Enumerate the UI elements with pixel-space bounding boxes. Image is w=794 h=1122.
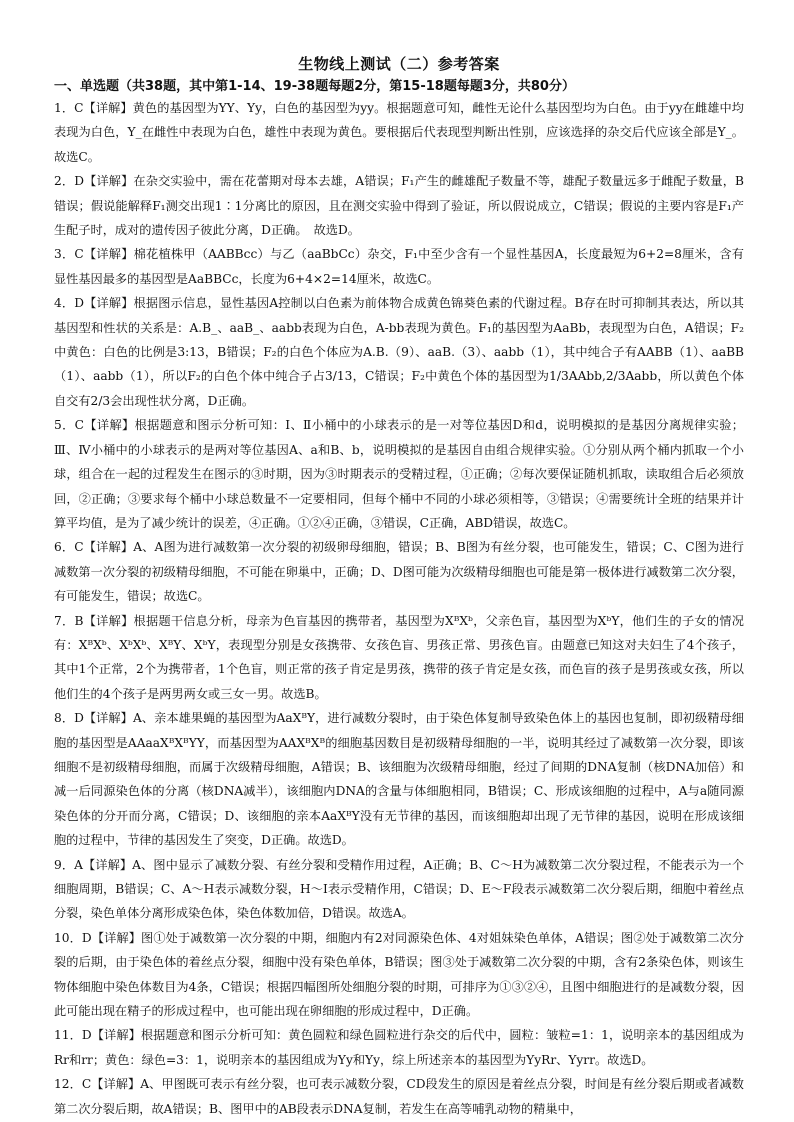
answer-item-11: 11．D【详解】根据题意和图示分析可知：黄色圆粒和绿色圆粒进行杂交的后代中，圆粒：皱粒=1：1，说明亲本的基因组成为Rr和rr；黄色：绿色=3：1，说明亲本的基因组成为Yy和Yy，综上所述亲本的基因型为YyRr、Yyrr。故选D。 — [54, 1028, 744, 1067]
page-title: 生物线上测试（二）参考答案 — [298, 55, 500, 73]
answer-item-7: 7．B【详解】根据题干信息分析，母亲为色盲基因的携带者，基因型为XᴮXᵇ，父亲色盲，基因型为XᵇY，他们生的子女的情况有：XᴮXᵇ、XᵇXᵇ、XᴮY、XᵇY，表现型分别是女孩携带、女孩色盲、男孩正常、男孩色盲。由题意已知这对夫妇生了4个孩子，其中1个正常，2个为携带者，1个色盲，则正常的孩子肯定是男孩，携带的孩子肯定是女孩，而色盲的孩子是男孩或女孩，所以他们生的4个孩子是两男两女或三女一男。故选B。 — [54, 613, 744, 701]
section-heading: 一、单选题（共38题，其中第1-14、19-38题每题2分，第15-18题每题3分，共80分） — [54, 79, 575, 94]
answer-item-12: 12．C【详解】A、甲图既可表示有丝分裂，也可表示减数分裂，CD段发生的原因是着丝点分裂，时间是有丝分裂后期或者减数第二次分裂后期，故A错误；B、图甲中的AB段表示DNA复制，若发生在高等哺乳动物的精巢中， — [54, 1077, 744, 1116]
answer-item-1: 1．C【详解】黄色的基因型为YY、Yy，白色的基因型为yy。根据题意可知，雌性无论什么基因型均为白色。由于yy在雌雄中均表现为白色，Y_在雌性中表现为白色，雄性中表现为黄色。要根据后代表现型判断出性别，应该选择的杂交后代应该全部是Y_。故选C。 — [54, 101, 744, 164]
answer-item-5: 5．C【详解】根据题意和图示分析可知：Ⅰ、Ⅱ小桶中的小球表示的是一对等位基因D和d，说明模拟的是基因分离规律实验；Ⅲ、Ⅳ小桶中的小球表示的是两对等位基因A、a和B、b，说明模拟的是基因自由组合规律实验。①分别从两个桶内抓取一个小球，组合在一起的过程发生在图示的③时期，因为③时期表示的受精过程，①正确；②每次要保证随机抓取，读取组合后必须放回，②正确；③要求每个桶中小球总数量不一定要相同，但每个桶中不同的小球必须相等，③错误；④需要统计全班的结果并计算平均值，是为了减少统计的误差，④正确。①②④正确，③错误，C正确，ABD错误，故选C。 — [54, 418, 744, 530]
answer-item-8: 8．D【详解】A、亲本雄果蝇的基因型为AaXᴮY，进行减数分裂时，由于染色体复制导致染色体上的基因也复制，即初级精母细胞的基因型是AAaaXᴮXᴮYY，而基因型为AAXᴮXᴮ的细胞基因数目是初级精母细胞的一半，说明其经过了减数第一次分裂，即该细胞不是初级精母细胞，而属于次级精母细胞，A错误；B、该细胞为次级精母细胞，经过了间期的DNA复制（核DNA加倍）和减一后同源染色体的分离（核DNA减半），该细胞内DNA的含量与体细胞相同，B错误；C、形成该细胞的过程中，A与a随同源染色体的分开而分离，C错误；D、该细胞的亲本AaXᴮY没有无节律的基因，而该细胞却出现了无节律的基因，说明在形成该细胞的过程中，节律的基因发生了突变，D正确。故选D。 — [54, 711, 744, 848]
answer-item-6: 6．C【详解】A、A图为进行减数第一次分裂的初级卵母细胞，错误；B、B图为有丝分裂，也可能发生，错误；C、C图为进行减数第一次分裂的初级精母细胞，不可能在卵巢中，正确；D、D图可能为次级精母细胞也可能是第一极体进行减数第二次分裂，有可能发生，错误；故选C。 — [54, 540, 744, 604]
answer-list — [54, 96, 744, 1121]
answer-item-9: 9．A【详解】A、图中显示了减数分裂、有丝分裂和受精作用过程，A正确；B、C～H为减数第二次分裂过程，不能表示为一个细胞周期，B错误；C、A～H表示减数分裂，H～I表示受精作用，C错误；D、E～F段表示减数第二次分裂后期，细胞中着丝点分裂，染色单体分离形成染色体，染色体数加倍，D错误。故选A。 — [54, 857, 744, 921]
answer-item-2: 2．D【详解】在杂交实验中，需在花蕾期对母本去雄，A错误；F₁产生的雌雄配子数量不等，雄配子数量远多于雌配子数量，B错误；假说能解释F₁测交出现1∶1分离比的原因，且在测交实验中得到了验证，所以假说成立，C错误；假说的主要内容是F₁产生配子时，成对的遗传因子彼此分离，D正确。 故选D。 — [54, 174, 744, 238]
answer-item-10: 10．D【详解】图①处于减数第一次分裂的中期，细胞内有2对同源染色体、4对姐妹染色单体，A错误；图②处于减数第二次分裂的后期，由于染色体的着丝点分裂，细胞中没有染色单体，B错误；图③处于减数第二次分裂的中期，含有2条染色体，则该生物体细胞中染色体数目为4条，C错误；根据四幅图所处细胞分裂的时期，可排序为①③②④，且图中细胞进行的是减数分裂，因此可能出现在精子的形成过程中，也可能出现在卵细胞的形成过程中，D正确。 — [54, 930, 744, 1019]
answer-item-4: 4．D【详解】根据图示信息，显性基因A控制以白色素为前体物合成黄色锦葵色素的代谢过程。B存在时可抑制其表达，所以其基因型和性状的关系是：A.B_、aaB_、aabb表现为白色，A-bb表现为黄色。F₁的基因型为AaBb，表现型为白色，A错误；F₂中黄色：白色的比例是3:13，B错误；F₂的白色个体应为A.B.（9）、aaB.（3）、aabb（1），其中纯合子有AABB（1）、aaBB（1）、aabb（1），所以F₂的白色个体中纯合子占3/13，C错误；F₂中黄色个体的基因型为1/3AAbb,2/3Aabb，所以黄色个体自交有2/3会出现性状分离，D正确。 — [54, 296, 744, 408]
answer-item-3: 3．C【详解】棉花植株甲（AABBcc）与乙（aaBbCc）杂交，F₁中至少含有一个显性基因A，长度最短为6+2=8厘米，含有显性基因最多的基因型是AaBBCc，长度为6+4×2=14厘米，故选C。 — [54, 247, 744, 286]
